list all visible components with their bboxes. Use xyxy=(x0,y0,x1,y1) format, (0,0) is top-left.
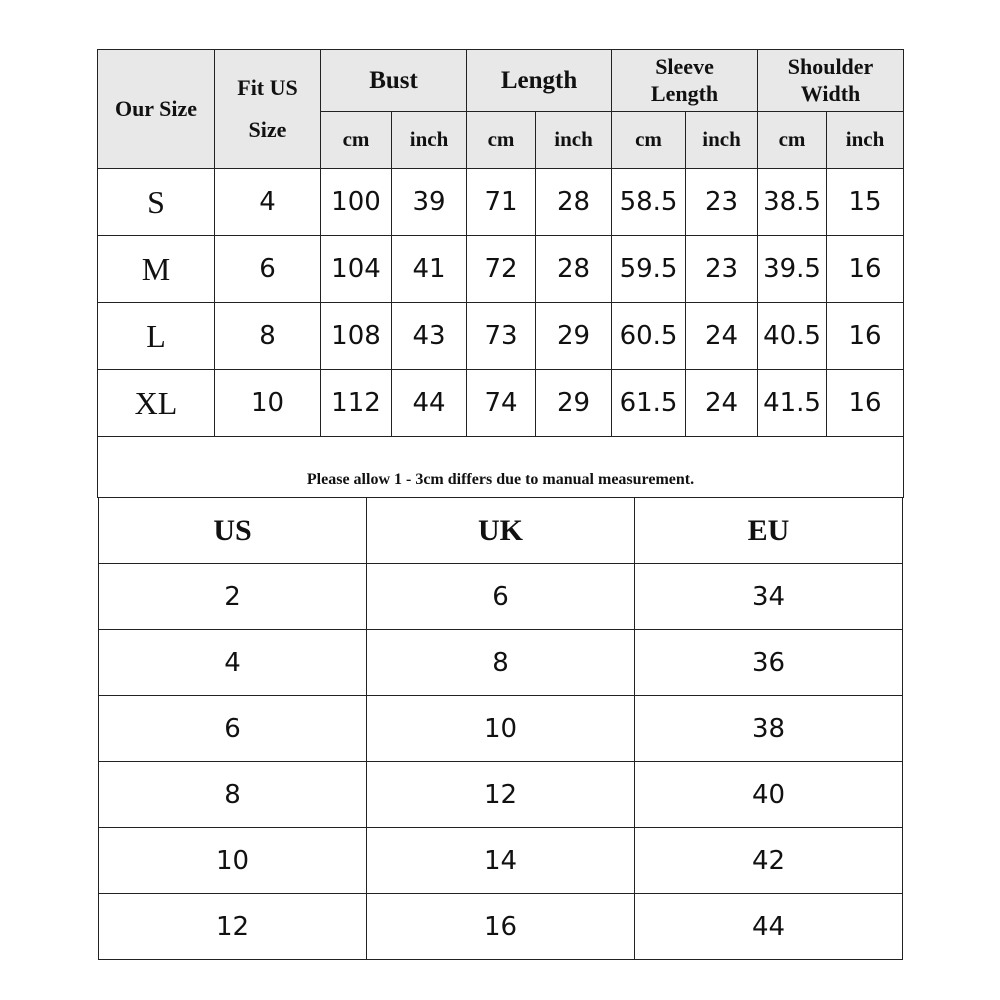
unit-header: inch xyxy=(536,112,612,169)
shoulder-cm-cell: 41.5 xyxy=(758,370,827,437)
conversion-header-row xyxy=(99,498,903,564)
sleeve-inch-cell: 24 xyxy=(686,303,758,370)
shoulder-inch-cell: 16 xyxy=(827,303,904,370)
eu-cell: 36 xyxy=(635,630,903,696)
eu-cell: 44 xyxy=(635,894,903,960)
size-chart-table xyxy=(97,49,904,498)
size-label: S xyxy=(98,169,215,236)
sleeve-length-header: Sleeve Length xyxy=(612,50,758,112)
sleeve-cm-cell: 58.5 xyxy=(612,169,686,236)
table-row xyxy=(98,303,904,370)
length-cm-cell: 71 xyxy=(467,169,536,236)
us-cell: 12 xyxy=(99,894,367,960)
length-header: Length xyxy=(467,50,612,112)
uk-cell: 14 xyxy=(367,828,635,894)
table-row xyxy=(99,894,903,960)
table-row xyxy=(99,696,903,762)
length-cm-cell: 73 xyxy=(467,303,536,370)
shoulder-cm-cell: 39.5 xyxy=(758,236,827,303)
unit-header: cm xyxy=(758,112,827,169)
eu-cell: 40 xyxy=(635,762,903,828)
uk-cell: 8 xyxy=(367,630,635,696)
unit-header: cm xyxy=(321,112,392,169)
us-cell: 4 xyxy=(99,630,367,696)
bust-inch-cell: 41 xyxy=(392,236,467,303)
sleeve-inch-cell: 24 xyxy=(686,370,758,437)
bust-inch-cell: 39 xyxy=(392,169,467,236)
note-row xyxy=(98,437,904,498)
shoulder-inch-cell: 16 xyxy=(827,236,904,303)
length-cm-cell: 72 xyxy=(467,236,536,303)
sleeve-cm-cell: 59.5 xyxy=(612,236,686,303)
eu-cell: 38 xyxy=(635,696,903,762)
shoulder-width-header: Shoulder Width xyxy=(758,50,904,112)
size-label: L xyxy=(98,303,215,370)
unit-header: inch xyxy=(827,112,904,169)
sleeve-cm-cell: 61.5 xyxy=(612,370,686,437)
unit-header: cm xyxy=(467,112,536,169)
size-label: XL xyxy=(98,370,215,437)
eu-header: EU xyxy=(635,498,903,564)
measurement-note: Please allow 1 - 3cm differs due to manual measurement. xyxy=(98,437,904,498)
table-row xyxy=(98,370,904,437)
bust-inch-cell: 43 xyxy=(392,303,467,370)
table-row xyxy=(99,762,903,828)
unit-header: cm xyxy=(612,112,686,169)
shoulder-inch-cell: 15 xyxy=(827,169,904,236)
length-inch-cell: 28 xyxy=(536,236,612,303)
us-header: US xyxy=(99,498,367,564)
size-chart-header-row xyxy=(98,50,904,112)
unit-header: inch xyxy=(392,112,467,169)
uk-header: UK xyxy=(367,498,635,564)
table-row xyxy=(99,564,903,630)
us-cell: 2 xyxy=(99,564,367,630)
size-label: M xyxy=(98,236,215,303)
bust-inch-cell: 44 xyxy=(392,370,467,437)
bust-header: Bust xyxy=(321,50,467,112)
length-cm-cell: 74 xyxy=(467,370,536,437)
fit-us-cell: 8 xyxy=(215,303,321,370)
uk-cell: 10 xyxy=(367,696,635,762)
us-cell: 6 xyxy=(99,696,367,762)
table-row xyxy=(99,630,903,696)
bust-cm-cell: 112 xyxy=(321,370,392,437)
fit-us-cell: 10 xyxy=(215,370,321,437)
bust-cm-cell: 108 xyxy=(321,303,392,370)
shoulder-cm-cell: 40.5 xyxy=(758,303,827,370)
length-inch-cell: 29 xyxy=(536,370,612,437)
table-row xyxy=(98,169,904,236)
table-row xyxy=(99,828,903,894)
shoulder-inch-cell: 16 xyxy=(827,370,904,437)
unit-header: inch xyxy=(686,112,758,169)
fit-us-size-header: Fit US Size xyxy=(215,50,321,169)
sleeve-inch-cell: 23 xyxy=(686,236,758,303)
length-inch-cell: 29 xyxy=(536,303,612,370)
bust-cm-cell: 100 xyxy=(321,169,392,236)
bust-cm-cell: 104 xyxy=(321,236,392,303)
eu-cell: 42 xyxy=(635,828,903,894)
length-inch-cell: 28 xyxy=(536,169,612,236)
uk-cell: 6 xyxy=(367,564,635,630)
fit-us-cell: 4 xyxy=(215,169,321,236)
uk-cell: 16 xyxy=(367,894,635,960)
sleeve-inch-cell: 23 xyxy=(686,169,758,236)
us-cell: 8 xyxy=(99,762,367,828)
table-row xyxy=(98,236,904,303)
size-conversion-table xyxy=(98,497,903,960)
fit-us-cell: 6 xyxy=(215,236,321,303)
uk-cell: 12 xyxy=(367,762,635,828)
our-size-header: Our Size xyxy=(98,50,215,169)
sleeve-cm-cell: 60.5 xyxy=(612,303,686,370)
eu-cell: 34 xyxy=(635,564,903,630)
shoulder-cm-cell: 38.5 xyxy=(758,169,827,236)
us-cell: 10 xyxy=(99,828,367,894)
